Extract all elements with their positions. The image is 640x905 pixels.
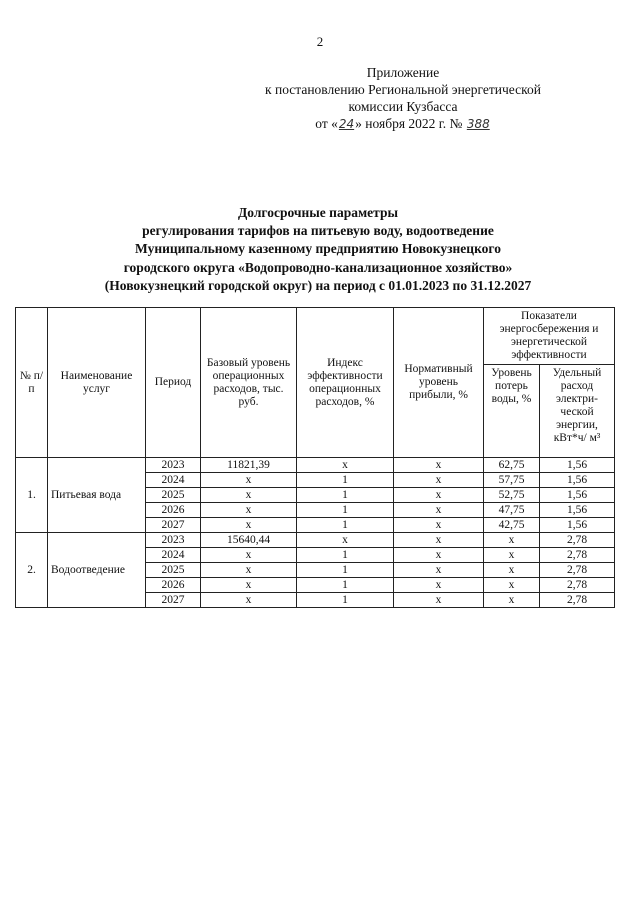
cell-loss: 57,75 — [484, 473, 540, 488]
cell-base: х — [201, 503, 297, 518]
cell-index: х — [297, 533, 394, 548]
cell-period: 2027 — [146, 593, 201, 608]
cell-base: х — [201, 473, 297, 488]
cell-loss: х — [484, 533, 540, 548]
title-line-3: Муниципальному казенному предприятию Новокузнецкого — [135, 241, 501, 257]
header-base-opex: Базовый уровень операционных расходов, тыс. руб. — [201, 308, 297, 458]
cell-period: 2024 — [146, 473, 201, 488]
cell-index: 1 — [297, 578, 394, 593]
cell-base: х — [201, 548, 297, 563]
cell-period: 2023 — [146, 458, 201, 473]
cell-period: 2027 — [146, 518, 201, 533]
cell-loss: х — [484, 578, 540, 593]
cell-period: 2025 — [146, 488, 201, 503]
appendix-block — [238, 64, 568, 133]
page-number: 2 — [316, 34, 324, 49]
cell-profit: х — [394, 548, 484, 563]
title-line-1: Долгосрочные параметры — [238, 205, 398, 220]
title-line-4: городского округа «Водопроводно-канализационное хозяйство» — [123, 259, 513, 275]
cell-base: х — [201, 578, 297, 593]
header-energy-group: Показатели энергосбережения и энергетической эффективности — [484, 308, 615, 365]
header-electric-consumption: Удельный расход электри-ческой энергии, кВт*ч/ м³ — [540, 365, 615, 458]
cell-profit: х — [394, 503, 484, 518]
appendix-date-line — [238, 115, 568, 133]
title-line-2: регулирования тарифов на питьевую воду, водоотведение — [142, 223, 494, 239]
header-efficiency-index: Индекс эффективности операционных расходов, % — [297, 308, 394, 458]
cell-loss: 42,75 — [484, 518, 540, 533]
cell-electric: 2,78 — [540, 563, 615, 578]
cell-index: х — [297, 458, 394, 473]
service-name: Питьевая вода — [48, 458, 146, 533]
table-row — [16, 533, 615, 548]
cell-index: 1 — [297, 488, 394, 503]
cell-base: х — [201, 563, 297, 578]
cell-loss: х — [484, 563, 540, 578]
header-water-loss: Уровень потерь воды, % — [484, 365, 540, 458]
cell-loss: х — [484, 548, 540, 563]
cell-period: 2026 — [146, 578, 201, 593]
row-number: 2. — [16, 533, 48, 608]
tariff-parameters-table — [15, 307, 615, 608]
appendix-resolution-line: к постановлению Региональной энергетической — [265, 82, 541, 97]
cell-profit: х — [394, 563, 484, 578]
cell-profit: х — [394, 473, 484, 488]
cell-electric: 1,56 — [540, 503, 615, 518]
header-num: № п/п — [16, 308, 48, 458]
handwritten-day: 24 — [338, 117, 355, 131]
table-body — [16, 458, 615, 608]
document-title — [40, 204, 596, 295]
cell-electric: 2,78 — [540, 548, 615, 563]
cell-period: 2026 — [146, 503, 201, 518]
row-number: 1. — [16, 458, 48, 533]
title-line-5: (Новокузнецкий городской округ) на период с 01.01.2023 по 31.12.2027 — [104, 277, 532, 293]
cell-profit: х — [394, 593, 484, 608]
cell-index: 1 — [297, 518, 394, 533]
cell-loss: 52,75 — [484, 488, 540, 503]
cell-index: 1 — [297, 593, 394, 608]
cell-electric: 1,56 — [540, 473, 615, 488]
cell-loss: х — [484, 593, 540, 608]
cell-period: 2024 — [146, 548, 201, 563]
cell-index: 1 — [297, 548, 394, 563]
header-profit-level: Нормативный уровень прибыли, % — [394, 308, 484, 458]
cell-index: 1 — [297, 473, 394, 488]
cell-loss: 47,75 — [484, 503, 540, 518]
cell-period: 2023 — [146, 533, 201, 548]
date-prefix: от « — [315, 116, 338, 131]
cell-period: 2025 — [146, 563, 201, 578]
appendix-commission-line: комиссии Кузбасса — [348, 99, 458, 114]
handwritten-number: 388 — [466, 117, 490, 131]
service-name: Водоотведение — [48, 533, 146, 608]
cell-base: 11821,39 — [201, 458, 297, 473]
table-row — [16, 458, 615, 473]
date-month-year: » ноября 2022 г. № — [355, 116, 466, 131]
cell-electric: 1,56 — [540, 488, 615, 503]
cell-profit: х — [394, 533, 484, 548]
header-service: Наименование услуг — [48, 308, 146, 458]
cell-profit: х — [394, 488, 484, 503]
cell-base: 15640,44 — [201, 533, 297, 548]
cell-index: 1 — [297, 563, 394, 578]
header-period: Период — [146, 308, 201, 458]
cell-base: х — [201, 518, 297, 533]
cell-profit: х — [394, 518, 484, 533]
cell-base: х — [201, 488, 297, 503]
cell-electric: 2,78 — [540, 533, 615, 548]
cell-electric: 1,56 — [540, 458, 615, 473]
cell-index: 1 — [297, 503, 394, 518]
cell-electric: 1,56 — [540, 518, 615, 533]
cell-profit: х — [394, 458, 484, 473]
cell-loss: 62,75 — [484, 458, 540, 473]
appendix-heading: Приложение — [366, 65, 440, 80]
cell-electric: 2,78 — [540, 593, 615, 608]
cell-electric: 2,78 — [540, 578, 615, 593]
cell-profit: х — [394, 578, 484, 593]
cell-base: х — [201, 593, 297, 608]
